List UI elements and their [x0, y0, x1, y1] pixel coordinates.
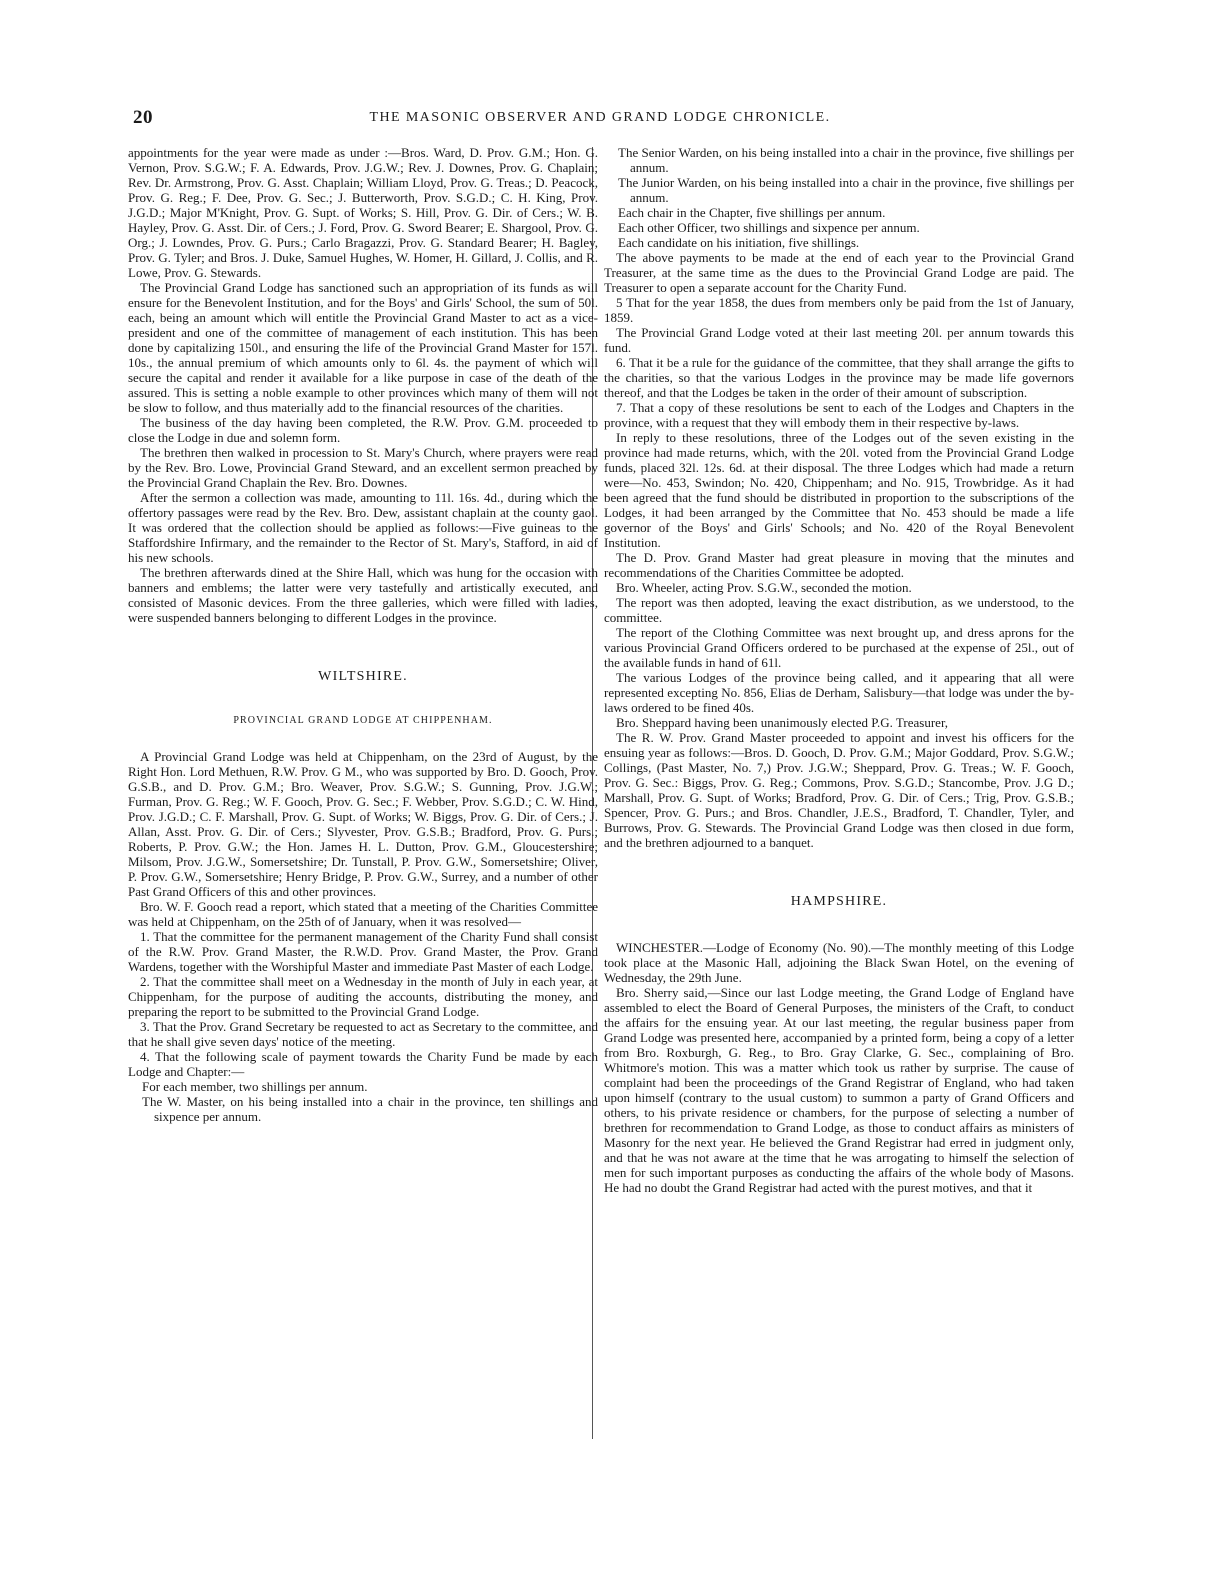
paragraph: appointments for the year were made as under :—Bros. Ward, D. Prov. G.M.; Hon. G. Vernon, Prov. S.G.W.; F. A. Edwards, Prov. J.G.W.; Rev. J. Downes, Prov. G. Chaplain; Rev. Dr. Armstrong, Prov. G. Asst. Chaplain; William Lloyd, Prov. G. Treas.; D. Peacock, Prov. G. Reg.; F. Dee, Prov. G. Sec.; J. Butterworth, Prov. S.G.D.; C. H. King, Prov. J.G.D.; Major M'Knight, Prov. G. Supt. of Works; S. Hill, Prov. G. Dir. of Cers.; W. B. Hayley, Prov. G. Asst. Dir. of Cers.; J. Ford, Prov. G. Sword Bearer; E. Shargool, Prov. G. Org.; J. Lowndes, Prov. G. Purs.; Carlo Bragazzi, Prov. G. Standard Bearer; H. Bagley, Prov. G. Tyler; and Bros. J. Duke, Samuel Hughes, W. Homer, H. Gillard, J. Collis, and R. Lowe, Prov. G. Stewards.: [128, 145, 598, 280]
paragraph: The report was then adopted, leaving the exact distribution, as we understood, to the committee.: [604, 595, 1074, 625]
scale-item: Each candidate on his initiation, five shillings.: [618, 235, 860, 250]
paragraph: The brethren then walked in procession to St. Mary's Church, where prayers were read by the Rev. Bro. Lowe, Provincial Grand Steward, and an excellent sermon preached by the Provincial Grand Chaplain the Rev. Bro. Downes.: [128, 445, 598, 490]
right-column: [604, 145, 1074, 1195]
paragraph: After the sermon a collection was made, amounting to 11l. 16s. 4d., during which the offertory passages were read by the Rev. Bro. Dew, assistant chaplain at the county gaol. It was ordered that the collection should be applied as follows:—Five guineas to the Staffordshire Infirmary, and the remainder to the Rector of St. Mary's, Stafford, in aid of his new schools.: [128, 490, 598, 565]
paragraph: In reply to these resolutions, three of the Lodges out of the seven existing in the province had made returns, which, with the 20l. voted from the Provincial Grand Lodge funds, placed 32l. 12s. 6d. at their disposal. The three Lodges which had made a return were—No. 453, Swindon; No. 420, Chippenham; and No. 915, Trowbridge. As it had been agreed that the fund should be distributed in proportion to the subscriptions of the Lodges, it had been arranged by the Committee that No. 453 should be made a life governor of the Boys' and Girls' Schools; and No. 420 of the Royal Benevolent Institution.: [604, 430, 1074, 550]
paragraph: The report of the Clothing Committee was next brought up, and dress aprons for the various Provincial Grand Officers ordered to be purchased at the expense of 25l., out of the available funds in hand of 61l.: [604, 625, 1074, 670]
page-number: 20: [133, 107, 153, 128]
resolution-item: 2. That the committee shall meet on a Wednesday in the month of July in each year, at Chippenham, for the purpose of auditing the accounts, distributing the money, and preparing the report to be submitted to the Provincial Grand Lodge.: [128, 974, 598, 1019]
paragraph: A Provincial Grand Lodge was held at Chippenham, on the 23rd of August, by the Right Hon. Lord Methuen, R.W. Prov. G M., who was supported by Bro. D. Gooch, Prov. G.S.B., and D. Prov. G.M.; Bro. Weaver, Prov. S.G.W.; S. Gunning, Prov. J.G.W.; Furman, Prov. G. Reg.; W. F. Gooch, Prov. G. Sec.; F. Webber, Prov. S.G.D.; C. W. Hind, Prov. J.G.D.; C. F. Marshall, Prov. G. Supt. of Works; W. Biggs, Prov. G. Dir. of Cers.; J. Allan, Asst. Prov. G. Dir. of Cers.; Slyvester, Prov. G.S.B.; Bradford, Prov. G. Purs.; Roberts, P. Prov. G.W.; the Hon. James H. L. Dutton, Prov. G.M., Gloucestershire; Milsom, Prov. J.G.W., Somersetshire; Dr. Tunstall, P. Prov. G.W., Somersetshire; Oliver, P. Prov. G.W., Somersetshire; Henry Bridge, P. Prov. G.W., Surrey, and a number of other Past Grand Officers of this and other provinces.: [128, 749, 598, 899]
scale-item: The Senior Warden, on his being installed into a chair in the province, five shillings per annum.: [618, 145, 1074, 175]
paragraph: WINCHESTER.—Lodge of Economy (No. 90).—The monthly meeting of this Lodge took place at the Masonic Hall, adjoining the Black Swan Hotel, on the evening of Wednesday, the 29th June.: [604, 940, 1074, 985]
paragraph: The Provincial Grand Lodge has sanctioned such an appropriation of its funds as will ensure for the Benevolent Institution, and for the Boys' and Girls' School, the sum of 50l. each, being an amount which will entitle the Provincial Grand Master to act as a vice-president and one of the committee of management of each institution. This has been done by capitalizing 150l., and ensuring the life of the Provincial Grand Master for 157l. 10s., the annual premium of which amounts only to 6l. 4s. the payment of which will secure the capital and render it available for a like purpose in case of the death of the assured. This is setting a noble example to other provinces which many of them will not be slow to follow, and thus materially add to the financial resources of the charities.: [128, 280, 598, 415]
paragraph: The above payments to be made at the end of each year to the Provincial Grand Treasurer, at the same time as the dues to the Provincial Grand Lodge are paid. The Treasurer to open a separate account for the Charity Fund.: [604, 250, 1074, 295]
paragraph: 5 That for the year 1858, the dues from members only be paid from the 1st of January, 1859.: [604, 295, 1074, 325]
running-title: THE MASONIC OBSERVER AND GRAND LODGE CHRONICLE.: [369, 110, 831, 125]
left-column: [128, 145, 598, 1124]
paragraph: 6. That it be a rule for the guidance of the committee, that they shall arrange the gifts to the charities, so that the various Lodges in the province may be made life governors thereof, and that the Lodges be taken in the order of their amount of subscription.: [604, 355, 1074, 400]
scale-item: The W. Master, on his being installed into a chair in the province, ten shillings and sixpence per annum.: [142, 1094, 598, 1124]
resolution-item: 4. That the following scale of payment towards the Charity Fund be made by each Lodge and Chapter:—: [128, 1049, 598, 1079]
paragraph: The Provincial Grand Lodge voted at their last meeting 20l. per annum towards this fund.: [604, 325, 1074, 355]
paragraph: Bro. W. F. Gooch read a report, which stated that a meeting of the Charities Committee was held at Chippenham, on the 25th of of January, when it was resolved—: [128, 899, 598, 929]
scale-item: Each other Officer, two shillings and sixpence per annum.: [618, 220, 920, 235]
resolution-item: 3. That the Prov. Grand Secretary be requested to act as Secretary to the committee, and that he shall give seven days' notice of the meeting.: [128, 1019, 598, 1049]
resolution-item: 1. That the committee for the permanent management of the Charity Fund shall consist of the R.W. Prov. Grand Master, the R.W.D. Prov. Grand Master, the Prov. Grand Wardens, together with the Worshipful Master and immediate Past Master of each Lodge.: [128, 929, 598, 974]
section-heading-wiltshire: WILTSHIRE.: [318, 669, 408, 684]
paragraph: The D. Prov. Grand Master had great pleasure in moving that the minutes and recommendations of the Charities Committee be adopted.: [604, 550, 1074, 580]
paragraph: Bro. Sheppard having been unanimously elected P.G. Treasurer,: [616, 715, 949, 730]
paragraph: The brethren afterwards dined at the Shire Hall, which was hung for the occasion with banners and emblems; the latter were very tastefully and artistically executed, and consisted of Masonic devices. From the three galleries, which were filled with ladies, were suspended banners belonging to different Lodges in the province.: [128, 565, 598, 625]
scale-item: Each chair in the Chapter, five shillings per annum.: [618, 205, 886, 220]
scale-item: The Junior Warden, on his being installed into a chair in the province, five shillings per annum.: [618, 175, 1074, 205]
paragraph: The various Lodges of the province being called, and it appearing that all were represented excepting No. 856, Elias de Derham, Salisbury—that lodge was under the by-laws ordered to be fined 40s.: [604, 670, 1074, 715]
paragraph: Bro. Wheeler, acting Prov. S.G.W., seconded the motion.: [616, 580, 912, 595]
paragraph: Bro. Sherry said,—Since our last Lodge meeting, the Grand Lodge of England have assembled to elect the Board of General Purposes, the ministers of the Craft, to conduct the affairs for the ensuing year. At our last meeting, the regular business paper from Grand Lodge was presented here, accompanied by a printed form, being a copy of a letter from Bro. Roxburgh, G. Reg., to Bro. Gray Clarke, G. Sec., complaining of Bro. Whitmore's motion. This was a matter which took us rather by surprise. The cause of complaint had been the proceedings of the Grand Registrar of England, who had taken upon himself (contrary to the usual custom) to summon a party of Grand Officers and others, to his private residence or chambers, for the purpose of selecting a number of brethren for recommendation to Grand Lodge, as those to conduct affairs as ministers of Masonry for the next year. He believed the Grand Registrar had erred in judgment only, and that he was not aware at the time that he was arrogating to himself the selection of men for such important purposes as conducting the affairs of the whole body of Masons. He had no doubt the Grand Registrar had acted with the purest motives, and that it: [604, 985, 1074, 1195]
scale-item: For each member, two shillings per annum.: [142, 1079, 368, 1094]
paragraph: The business of the day having been completed, the R.W. Prov. G.M. proceeded to close the Lodge in due and solemn form.: [128, 415, 598, 445]
paragraph: The R. W. Prov. Grand Master proceeded to appoint and invest his officers for the ensuing year as follows:—Bros. D. Gooch, D. Prov. G.M.; Major Goddard, Prov. S.G.W.; Collings, (Past Master, No. 7,) Prov. J.G.W.; Sheppard, Prov. G. Treas.; W. F. Gooch, Prov. G. Sec.: Biggs, Prov. G. Reg.; Commons, Prov. S.G.D.; Stancombe, Prov. J.G D.; Marshall, Prov. G. Supt. of Works; Bradford, Prov. G. Dir. of Cers.; Trig, Prov. G.S.B.; Spencer, Prov. G. Purs.; and Bros. Chandler, J.E.S., Bradford, T. Chandler, Tyler, and Burrows, Prov. G. Stewards. The Provincial Grand Lodge was then closed in due form, and the brethren adjourned to a banquet.: [604, 730, 1074, 850]
section-subheading: PROVINCIAL GRAND LODGE AT CHIPPENHAM.: [233, 715, 493, 726]
paragraph: 7. That a copy of these resolutions be sent to each of the Lodges and Chapters in the province, with a request that they will embody them in their respective by-laws.: [604, 400, 1074, 430]
section-heading-hampshire: HAMPSHIRE.: [790, 894, 888, 909]
